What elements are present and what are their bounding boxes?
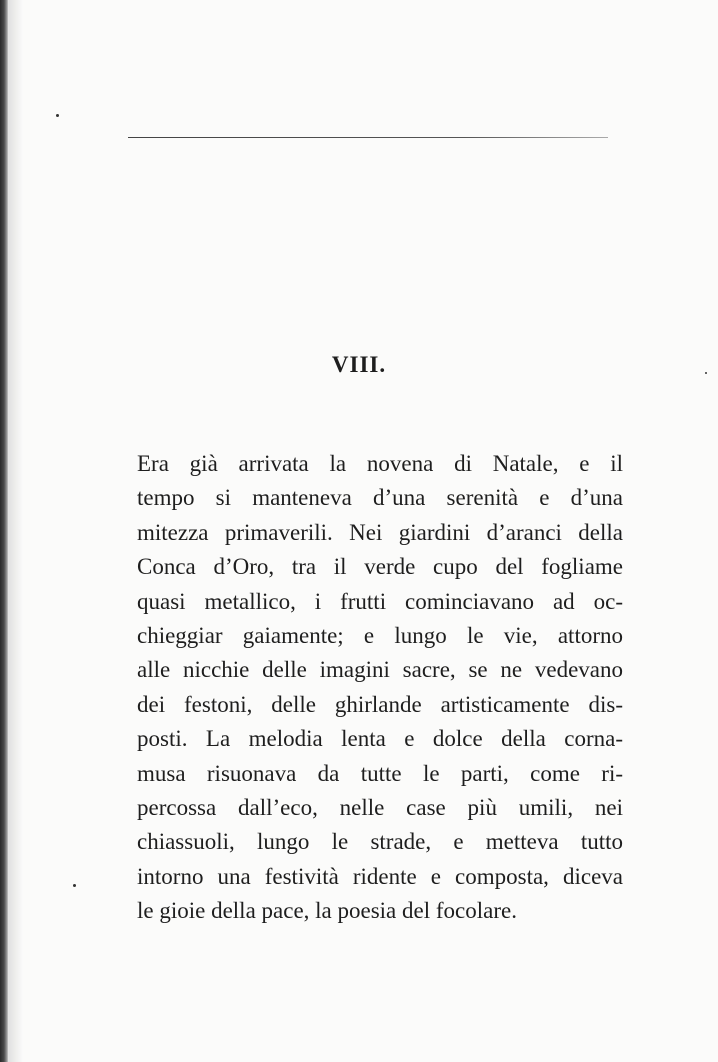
text-line: Conca d’Oro, tra il verde cupo del fogliame xyxy=(137,554,623,580)
text-line: tempo si manteneva d’una serenità e d’una xyxy=(137,485,623,511)
book-spine-edge xyxy=(0,0,9,1062)
text-line: intorno una festività ridente e composta, diceva xyxy=(137,863,623,889)
text-line: mitezza primaverili. Nei giardini d’aranci della xyxy=(137,519,623,545)
chapter-paragraph xyxy=(137,447,623,928)
text-line: le gioie della pace, la poesia del focolare. xyxy=(137,898,517,924)
text-line: percossa dall’eco, nelle case più umili, nei xyxy=(137,794,623,820)
text-line: dei festoni, delle ghirlande artisticamente dis- xyxy=(137,691,623,717)
chapter-number: VIII. xyxy=(331,352,387,377)
text-line: posti. La melodia lenta e dolce della corna- xyxy=(137,726,623,752)
gutter-shadow xyxy=(9,0,23,1062)
ink-speck xyxy=(73,884,76,887)
text-line: chiassuoli, lungo le strade, e metteva tutto xyxy=(137,829,623,855)
text-line: quasi metallico, i frutti cominciavano ad oc- xyxy=(137,588,623,614)
text-line: Era già arrivata la novena di Natale, e il xyxy=(137,451,623,476)
header-rule xyxy=(128,137,608,138)
text-line: alle nicchie delle imagini sacre, se ne vedevano xyxy=(137,657,623,683)
ink-speck xyxy=(56,114,59,117)
text-line: musa risuonava da tutte le parti, come ri- xyxy=(137,760,623,786)
text-line: chieggiar gaiamente; e lungo le vie, attorno xyxy=(137,622,623,648)
